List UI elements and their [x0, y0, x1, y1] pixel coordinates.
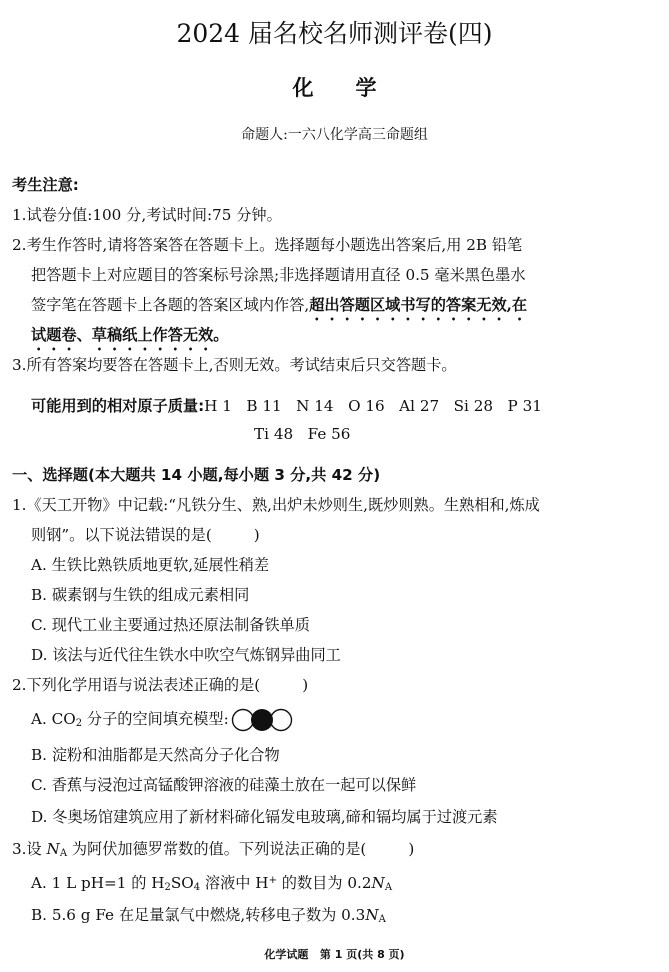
- q3-a-text-4: 的数目为 0.2: [276, 874, 372, 892]
- q3-a-sup: +: [268, 875, 277, 886]
- q1-option-b: B. 碳素钢与生铁的组成元素相同: [31, 586, 250, 604]
- q1-stem-line-1: 1.《天工开物》中记载:“凡铁分生、熟,出炉未炒则生,既炒则熟。生熟相和,炼成: [12, 496, 540, 514]
- page-footer: 化学试题 第 1 页(共 8 页): [264, 948, 405, 961]
- q2-stem-text: 2.下列化学用语与说法表述正确的是(: [12, 676, 261, 694]
- notice-item-1: 1.试卷分值:100 分,考试时间:75 分钟。: [12, 206, 282, 224]
- q1-answer-paren: ): [253, 526, 260, 544]
- q3-b-na-symbol: N: [365, 906, 379, 924]
- q3-answer-paren: ): [408, 840, 415, 858]
- q2-a-subscript: 2: [75, 718, 83, 729]
- notice-item-2-line-1: 2.考生作答时,请将答案答在答题卡上。选择题每小题选出答案后,用 2B 铅笔: [12, 236, 523, 254]
- q3-a-text-3: 溶液中 H: [200, 874, 269, 892]
- notice-item-2-line-3: [31, 294, 527, 324]
- q3-stem-text-2: 为阿伏加德罗常数的值。下列说法正确的是(: [67, 840, 367, 858]
- q2-option-d: D. 冬奥场馆建筑应用了新材料碲化镉发电玻璃,碲和镉均属于过渡元素: [31, 808, 498, 826]
- section-heading: 一、选择题(本大题共 14 小题,每小题 3 分,共 42 分): [12, 466, 381, 484]
- q1-stem-line-2: [31, 524, 260, 545]
- notice-item-2-line-2: 把答题卡上对应题目的答案标号涂黑;非选择题请用直径 0.5 毫米黑色墨水: [31, 266, 526, 284]
- q1-option-d: D. 该法与近代往生铁水中吹空气炼钢异曲同工: [31, 646, 341, 664]
- co2-space-filling-model-icon: [231, 708, 293, 732]
- q3-b-na-subscript: A: [378, 914, 386, 925]
- author-line: 命题人:一六八化学高三命题组: [241, 127, 428, 143]
- q3-stem: [12, 838, 414, 859]
- q3-na-symbol: N: [46, 840, 60, 858]
- exam-title: 2024 届名校名师测评卷(四): [176, 19, 493, 48]
- q2-option-a: [31, 708, 293, 732]
- q2-a-text-1: A. CO: [31, 710, 76, 728]
- q1-option-a: A. 生铁比熟铁质地更软,延展性稍差: [31, 556, 270, 574]
- atomic-mass-label: 可能用到的相对原子质量:: [31, 397, 205, 415]
- q3-a-na-symbol: N: [371, 874, 385, 892]
- atomic-mass-line-1: [31, 395, 542, 416]
- q3-option-b: [31, 904, 386, 925]
- atomic-mass-values: H 1 B 11 N 14 O 16 Al 27 Si 28 P 31: [204, 397, 542, 415]
- q2-answer-paren: ): [302, 676, 309, 694]
- notice-normal-text: 签字笔在答题卡上各题的答案区域内作答,: [31, 296, 310, 314]
- q3-na-subscript: A: [59, 848, 68, 859]
- q2-option-c: C. 香蕉与浸泡过高锰酸钾溶液的硅藻土放在一起可以保鲜: [31, 776, 417, 794]
- q3-a-na-subscript: A: [384, 882, 393, 893]
- q3-a-sub-2: 4: [193, 882, 201, 893]
- notice-heading: 考生注意:: [12, 176, 79, 194]
- q3-a-text-1: A. 1 L pH=1 的 H: [31, 874, 165, 892]
- notice-item-2-line-4: 试题卷、草稿纸上作答无效。: [31, 326, 229, 344]
- q2-stem: [12, 674, 308, 695]
- q3-stem-text-1: 3.设: [12, 840, 47, 858]
- q1-stem-text: 则钢”。以下说法错误的是(: [31, 526, 212, 544]
- q3-option-a: [31, 872, 392, 893]
- q3-a-sub-1: 2: [164, 882, 171, 893]
- q3-b-text: B. 5.6 g Fe 在足量氯气中燃烧,转移电子数为 0.3: [31, 906, 366, 924]
- q3-a-text-2: SO: [170, 874, 194, 892]
- notice-emphasis-text: 超出答题区域书写的答案无效,在: [309, 296, 528, 314]
- q2-a-text-2: 分子的空间填充模型:: [82, 710, 229, 728]
- atomic-mass-line-2: Ti 48 Fe 56: [254, 425, 351, 443]
- q1-option-c: C. 现代工业主要通过热还原法制备铁单质: [31, 616, 310, 634]
- subject-title: 化学: [292, 75, 419, 100]
- notice-item-3: 3.所有答案均要答在答题卡上,否则无效。考试结束后只交答题卡。: [12, 356, 457, 374]
- q2-option-b: B. 淀粉和油脂都是天然高分子化合物: [31, 746, 280, 764]
